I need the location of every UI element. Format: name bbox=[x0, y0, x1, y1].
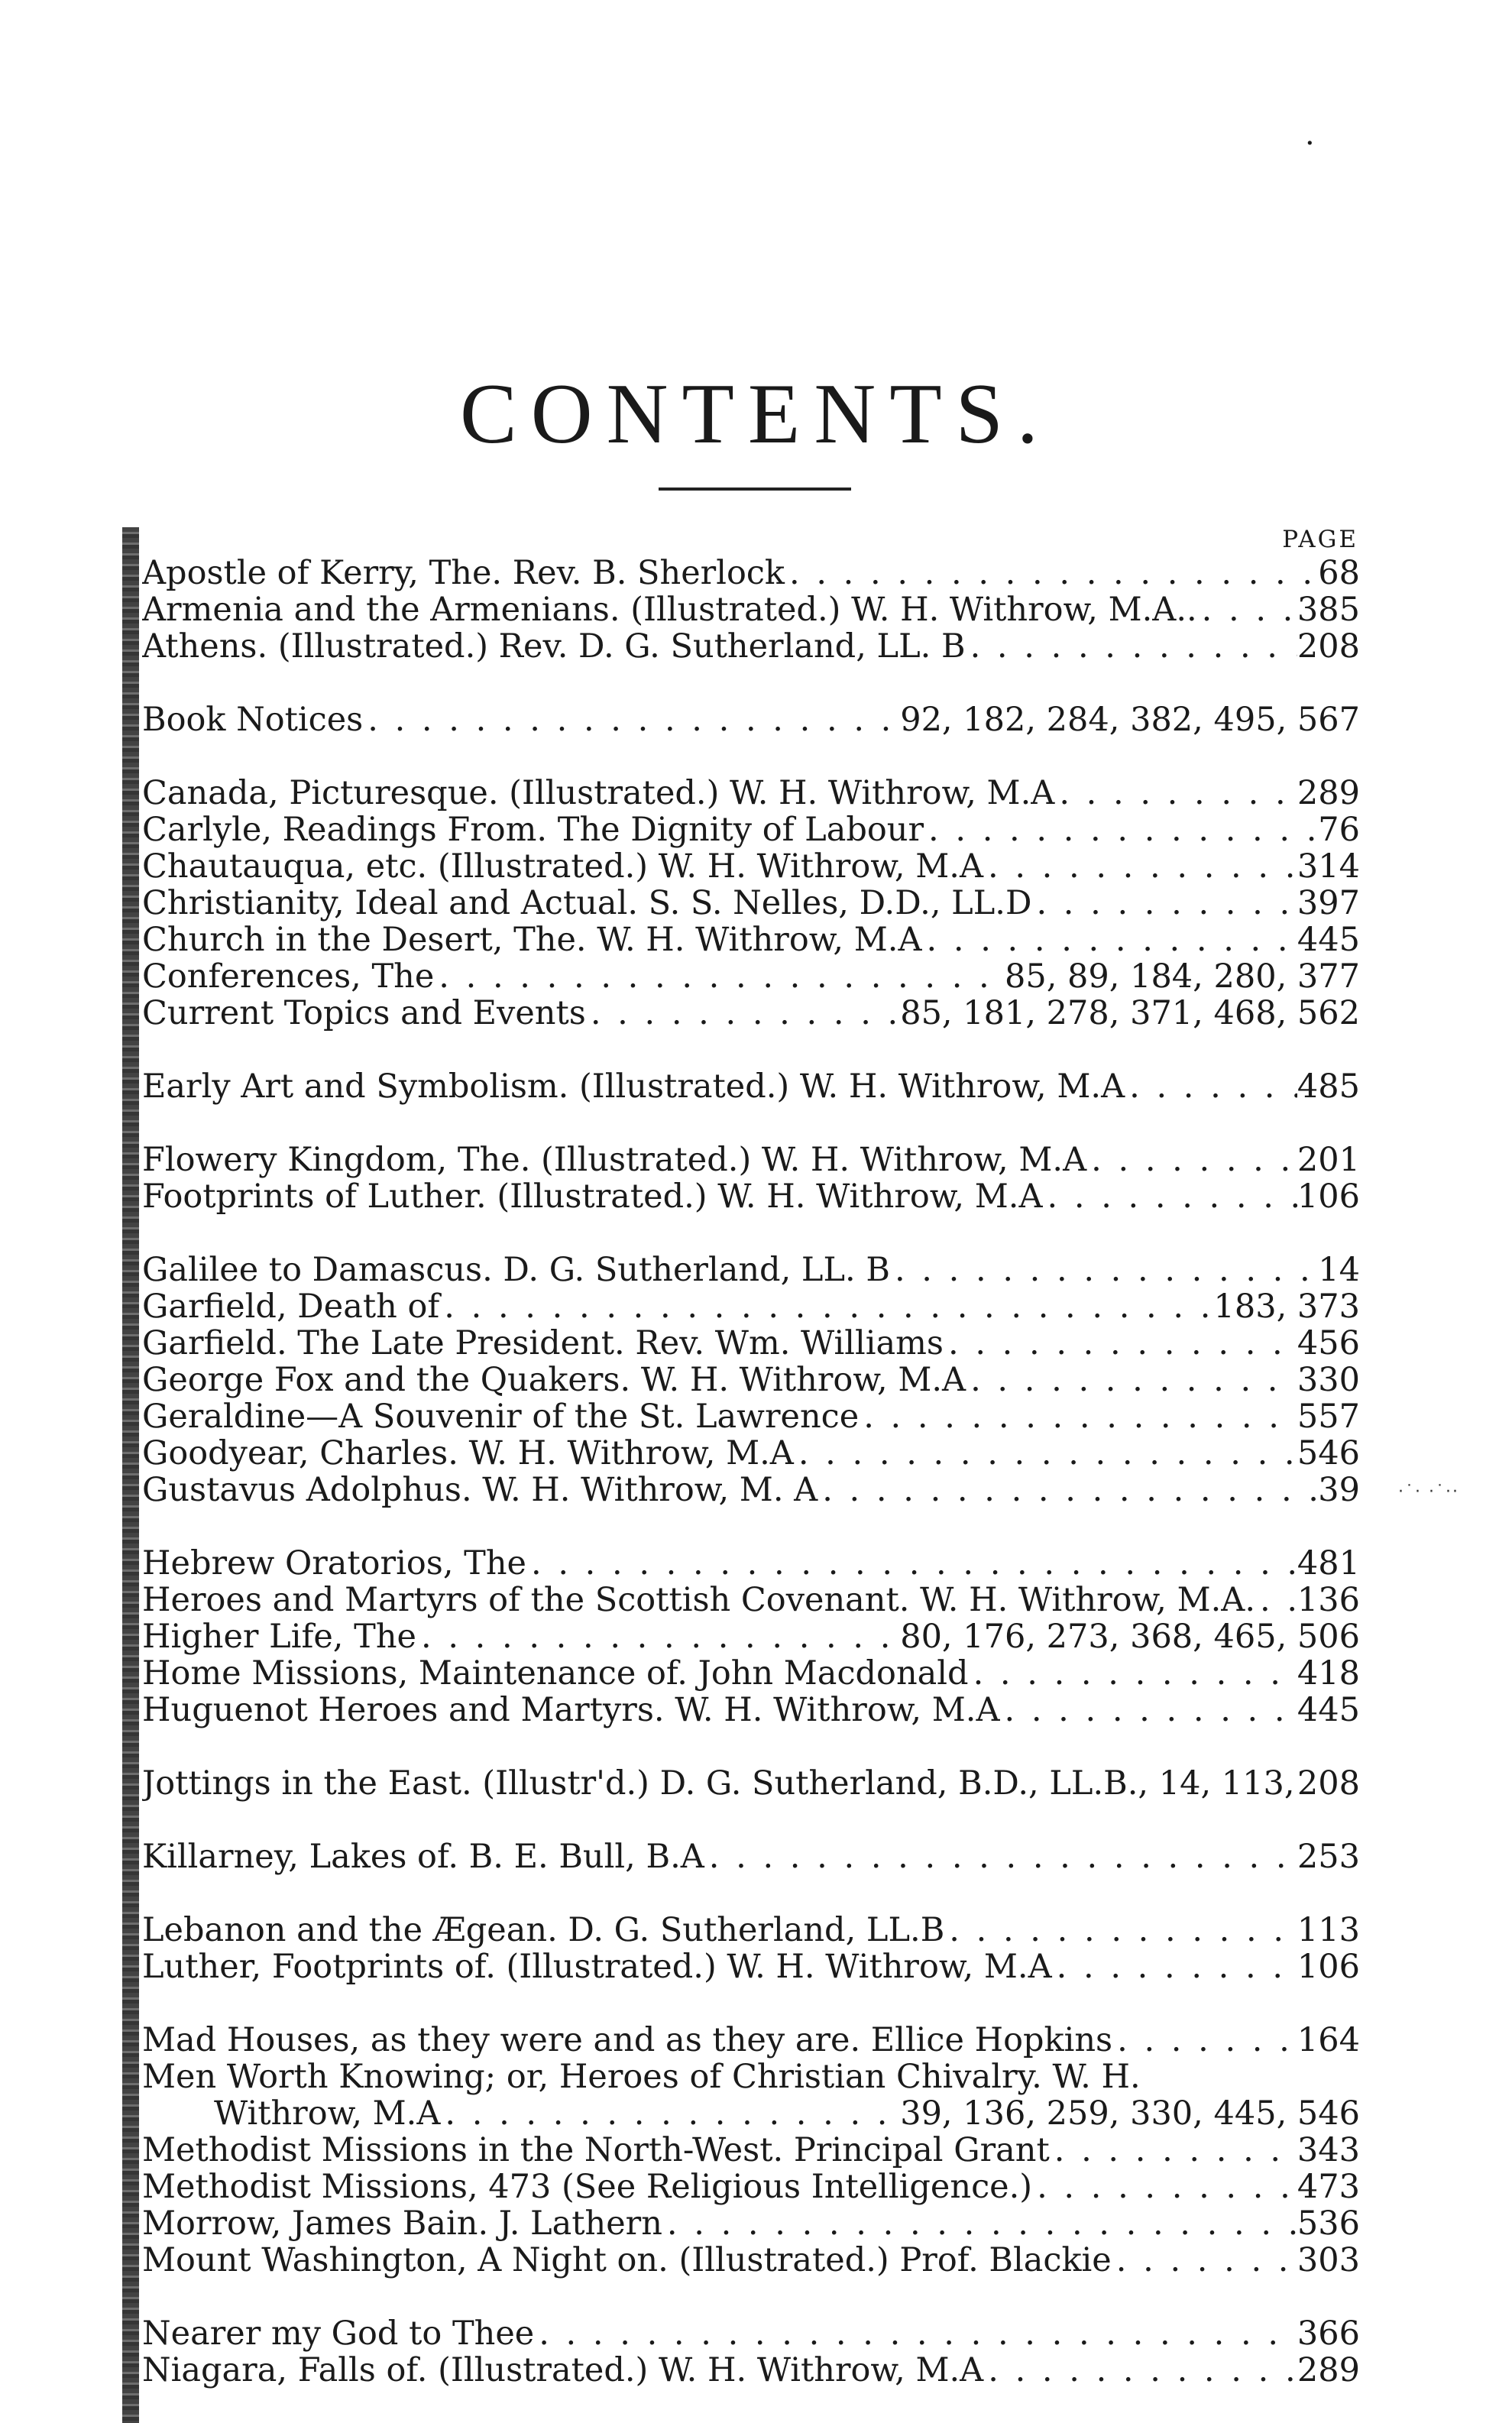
toc-entry bbox=[142, 922, 1360, 958]
entry-title: Heroes and Martyrs of the Scottish Covenant. W. H. Withrow, M.A. bbox=[142, 1582, 1256, 1618]
entry-pages: 201 bbox=[1297, 1142, 1360, 1178]
entry-pages: 385 bbox=[1297, 591, 1360, 628]
leader-dots bbox=[1255, 1582, 1297, 1618]
entry-pages: 445 bbox=[1297, 1692, 1360, 1728]
leader-dots bbox=[416, 1618, 900, 1655]
toc-entry bbox=[142, 1325, 1360, 1362]
leader-dots bbox=[434, 958, 1005, 995]
entry-pages: 183, 373 bbox=[1213, 1288, 1360, 1325]
entry-title: Men Worth Knowing; or, Heroes of Christian Chivalry. W. H. bbox=[142, 2059, 1141, 2095]
entry-pages: 76 bbox=[1318, 811, 1360, 848]
entry-title: Goodyear, Charles. W. H. Withrow, M.A bbox=[142, 1435, 794, 1472]
toc-entry bbox=[142, 775, 1360, 811]
entry-pages: 85, 181, 278, 371, 468, 562 bbox=[900, 995, 1360, 1032]
entry-title: Huguenot Heroes and Martyrs. W. H. Withrow, M.A bbox=[142, 1692, 1000, 1728]
leader-dots bbox=[924, 811, 1318, 848]
group-gap bbox=[142, 1985, 1360, 2022]
entry-title: Jottings in the East. (Illustr'd.) D. G. Sutherland, B.D., LL.B., 14, 113, bbox=[142, 1765, 1295, 1802]
leader-dots bbox=[818, 1472, 1318, 1508]
entry-title: Early Art and Symbolism. (Illustrated.) W. H. Withrow, M.A bbox=[142, 1068, 1125, 1105]
toc-entry bbox=[142, 1838, 1360, 1875]
entry-title: Canada, Picturesque. (Illustrated.) W. H. Withrow, M.A bbox=[142, 775, 1055, 811]
entry-pages: 92, 182, 284, 382, 495, 567 bbox=[900, 701, 1360, 738]
entry-title: Withrow, M.A bbox=[214, 2095, 441, 2132]
leader-dots bbox=[439, 1288, 1213, 1325]
entry-title: Athens. (Illustrated.) Rev. D. G. Sutherland, LL. B bbox=[142, 628, 966, 665]
entry-title: Lebanon and the Ægean. D. G. Sutherland, LL.B bbox=[142, 1912, 945, 1948]
toc-entry bbox=[142, 2022, 1360, 2059]
toc-entry bbox=[142, 701, 1360, 738]
entry-title: Gustavus Adolphus. W. H. Withrow, M. A bbox=[142, 1472, 818, 1508]
toc-entry bbox=[142, 1472, 1360, 1508]
toc-entry bbox=[142, 1288, 1360, 1325]
entry-title: George Fox and the Quakers. W. H. Withrow, M.A bbox=[142, 1362, 966, 1398]
leader-dots bbox=[944, 1325, 1297, 1362]
group-gap bbox=[142, 1802, 1360, 1838]
entry-pages: 14 bbox=[1318, 1252, 1360, 1288]
leader-dots bbox=[785, 555, 1318, 591]
entry-pages: 418 bbox=[1297, 1655, 1360, 1692]
entry-pages: 39 bbox=[1318, 1472, 1360, 1508]
entry-title: Carlyle, Readings From. The Dignity of Labour bbox=[142, 811, 924, 848]
entry-title: Footprints of Luther. (Illustrated.) W. H. Withrow, M.A bbox=[142, 1178, 1043, 1215]
entry-pages: 253 bbox=[1297, 1838, 1360, 1875]
group-gap bbox=[142, 738, 1360, 775]
toc-list bbox=[142, 555, 1360, 2389]
toc-entry bbox=[142, 1178, 1360, 1215]
entry-title: Mad Houses, as they were and as they are. Ellice Hopkins bbox=[142, 2022, 1113, 2059]
toc-entry bbox=[142, 811, 1360, 848]
toc-entry bbox=[142, 2352, 1360, 2389]
leader-dots bbox=[1125, 1068, 1297, 1105]
page-column-header: PAGE bbox=[1282, 526, 1358, 553]
leader-dots bbox=[922, 922, 1297, 958]
entry-pages: 289 bbox=[1297, 2352, 1360, 2389]
leader-dots bbox=[969, 1655, 1297, 1692]
entry-pages: 546 bbox=[1297, 1435, 1360, 1472]
entry-pages: 39, 136, 259, 330, 445, 546 bbox=[900, 2095, 1360, 2132]
entry-pages: 557 bbox=[1297, 1398, 1360, 1435]
group-gap bbox=[142, 1728, 1360, 1765]
toc-entry bbox=[142, 2169, 1360, 2205]
entry-title: Luther, Footprints of. (Illustrated.) W. H. Withrow, M.A bbox=[142, 1948, 1052, 1985]
entry-pages: 481 bbox=[1297, 1545, 1360, 1582]
leader-dots bbox=[966, 1362, 1297, 1398]
toc-entry bbox=[142, 2315, 1360, 2352]
toc-entry bbox=[142, 1582, 1360, 1618]
toc-entry bbox=[142, 1545, 1360, 1582]
leader-dots bbox=[662, 2205, 1297, 2242]
leader-dots bbox=[859, 1398, 1297, 1435]
page-mark: · bbox=[1305, 126, 1315, 161]
toc-entry bbox=[142, 1765, 1360, 1802]
toc-entry bbox=[142, 995, 1360, 1032]
toc-entry bbox=[142, 1068, 1360, 1105]
entry-title: Chautauqua, etc. (Illustrated.) W. H. Withrow, M.A bbox=[142, 848, 983, 885]
entry-title: Higher Life, The bbox=[142, 1618, 416, 1655]
toc-entry bbox=[142, 1435, 1360, 1472]
toc-entry bbox=[142, 1618, 1360, 1655]
entry-pages: 208 bbox=[1297, 1765, 1360, 1802]
entry-pages: 208 bbox=[1297, 628, 1360, 665]
leader-dots bbox=[586, 995, 900, 1032]
leader-dots bbox=[1112, 2242, 1297, 2279]
group-gap bbox=[142, 1215, 1360, 1252]
toc-entry bbox=[142, 555, 1360, 591]
entry-pages: 136 bbox=[1297, 1582, 1360, 1618]
entry-title: Apostle of Kerry, The. Rev. B. Sherlock bbox=[142, 555, 785, 591]
toc-entry-continuation bbox=[142, 2095, 1360, 2132]
entry-pages: 289 bbox=[1297, 775, 1360, 811]
leader-dots bbox=[1112, 2022, 1297, 2059]
entry-title: Flowery Kingdom, The. (Illustrated.) W. H. Withrow, M.A bbox=[142, 1142, 1087, 1178]
entry-title: Conferences, The bbox=[142, 958, 435, 995]
leader-dots bbox=[983, 2352, 1297, 2389]
entry-title: Home Missions, Maintenance of. John Macdonald bbox=[142, 1655, 969, 1692]
entry-pages: 80, 176, 273, 368, 465, 506 bbox=[900, 1618, 1360, 1655]
toc-entry bbox=[142, 2059, 1360, 2095]
entry-pages: 113 bbox=[1297, 1912, 1360, 1948]
binding-edge bbox=[122, 527, 139, 2423]
entry-pages: 85, 89, 184, 280, 377 bbox=[1004, 958, 1360, 995]
entry-pages: 473 bbox=[1297, 2169, 1360, 2205]
entry-title: Niagara, Falls of. (Illustrated.) W. H. Withrow, M.A bbox=[142, 2352, 984, 2389]
leader-dots bbox=[363, 701, 900, 738]
entry-title: Killarney, Lakes of. B. E. Bull, B.A bbox=[142, 1838, 704, 1875]
toc-entry bbox=[142, 958, 1360, 995]
entry-pages: 485 bbox=[1297, 1068, 1360, 1105]
stray-marks: ·˙· ·˙·· bbox=[1398, 1482, 1459, 1501]
entry-title: Galilee to Damascus. D. G. Sutherland, LL. B bbox=[142, 1252, 890, 1288]
entry-title: Church in the Desert, The. W. H. Withrow, M.A bbox=[142, 922, 922, 958]
entry-pages: 536 bbox=[1297, 2205, 1360, 2242]
leader-dots bbox=[966, 628, 1297, 665]
entry-pages: 303 bbox=[1297, 2242, 1360, 2279]
toc-entry bbox=[142, 2242, 1360, 2279]
toc-entry bbox=[142, 1142, 1360, 1178]
toc-entry bbox=[142, 1912, 1360, 1948]
entry-pages: 445 bbox=[1297, 922, 1360, 958]
leader-dots bbox=[944, 1912, 1297, 1948]
entry-title: Mount Washington, A Night on. (Illustrated.) Prof. Blackie bbox=[142, 2242, 1112, 2279]
toc-entry bbox=[142, 2205, 1360, 2242]
toc-entry bbox=[142, 1362, 1360, 1398]
leader-dots bbox=[440, 2095, 900, 2132]
entry-title: Methodist Missions, 473 (See Religious Intelligence.) bbox=[142, 2169, 1033, 2205]
title-rule bbox=[659, 488, 851, 491]
leader-dots bbox=[1086, 1142, 1297, 1178]
group-gap bbox=[142, 2279, 1360, 2315]
page-title: CONTENTS. bbox=[460, 367, 1052, 462]
leader-dots bbox=[534, 2315, 1297, 2352]
entry-title: Hebrew Oratorios, The bbox=[142, 1545, 526, 1582]
toc-entry bbox=[142, 2132, 1360, 2169]
entry-pages: 314 bbox=[1297, 848, 1360, 885]
toc-entry bbox=[142, 591, 1360, 628]
toc-entry bbox=[142, 628, 1360, 665]
entry-pages: 68 bbox=[1318, 555, 1360, 591]
entry-title: Christianity, Ideal and Actual. S. S. Nelles, D.D., LL.D bbox=[142, 885, 1032, 922]
leader-dots bbox=[1032, 2169, 1297, 2205]
toc-entry bbox=[142, 1252, 1360, 1288]
leader-dots bbox=[794, 1435, 1297, 1472]
leader-dots bbox=[1054, 775, 1297, 811]
leader-dots bbox=[1031, 885, 1297, 922]
entry-title: Morrow, James Bain. J. Lathern bbox=[142, 2205, 662, 2242]
group-gap bbox=[142, 1032, 1360, 1068]
entry-pages: 366 bbox=[1297, 2315, 1360, 2352]
entry-title: Current Topics and Events bbox=[142, 995, 586, 1032]
entry-pages: 343 bbox=[1297, 2132, 1360, 2169]
toc-entry bbox=[142, 848, 1360, 885]
entry-title: Geraldine—A Souvenir of the St. Lawrence bbox=[142, 1398, 860, 1435]
group-gap bbox=[142, 1875, 1360, 1912]
leader-dots bbox=[1043, 1178, 1297, 1215]
leader-dots bbox=[983, 848, 1297, 885]
entry-title: Armenia and the Armenians. (Illustrated.) W. H. Withrow, M.A.. bbox=[142, 591, 1197, 628]
entry-title: Book Notices bbox=[142, 701, 364, 738]
leader-dots bbox=[890, 1252, 1318, 1288]
leader-dots bbox=[1050, 2132, 1297, 2169]
leader-dots bbox=[526, 1545, 1297, 1582]
toc-entry bbox=[142, 1948, 1360, 1985]
toc-entry bbox=[142, 1398, 1360, 1435]
leader-dots bbox=[1000, 1692, 1297, 1728]
leader-dots bbox=[1197, 591, 1297, 628]
toc-entry bbox=[142, 1692, 1360, 1728]
entry-pages: 164 bbox=[1297, 2022, 1360, 2059]
entry-title: Nearer my God to Thee bbox=[142, 2315, 535, 2352]
entry-title: Garfield, Death of bbox=[142, 1288, 440, 1325]
entry-pages: 456 bbox=[1297, 1325, 1360, 1362]
entry-pages: 397 bbox=[1297, 885, 1360, 922]
entry-pages: 330 bbox=[1297, 1362, 1360, 1398]
entry-title: Garfield. The Late President. Rev. Wm. Williams bbox=[142, 1325, 944, 1362]
leader-dots bbox=[704, 1838, 1297, 1875]
group-gap bbox=[142, 1105, 1360, 1142]
entry-pages: 106 bbox=[1297, 1178, 1360, 1215]
toc-entry bbox=[142, 885, 1360, 922]
entry-title: Methodist Missions in the North-West. Principal Grant bbox=[142, 2132, 1050, 2169]
leader-dots bbox=[1052, 1948, 1297, 1985]
group-gap bbox=[142, 665, 1360, 701]
group-gap bbox=[142, 1508, 1360, 1545]
entry-pages: 106 bbox=[1297, 1948, 1360, 1985]
toc-entry bbox=[142, 1655, 1360, 1692]
